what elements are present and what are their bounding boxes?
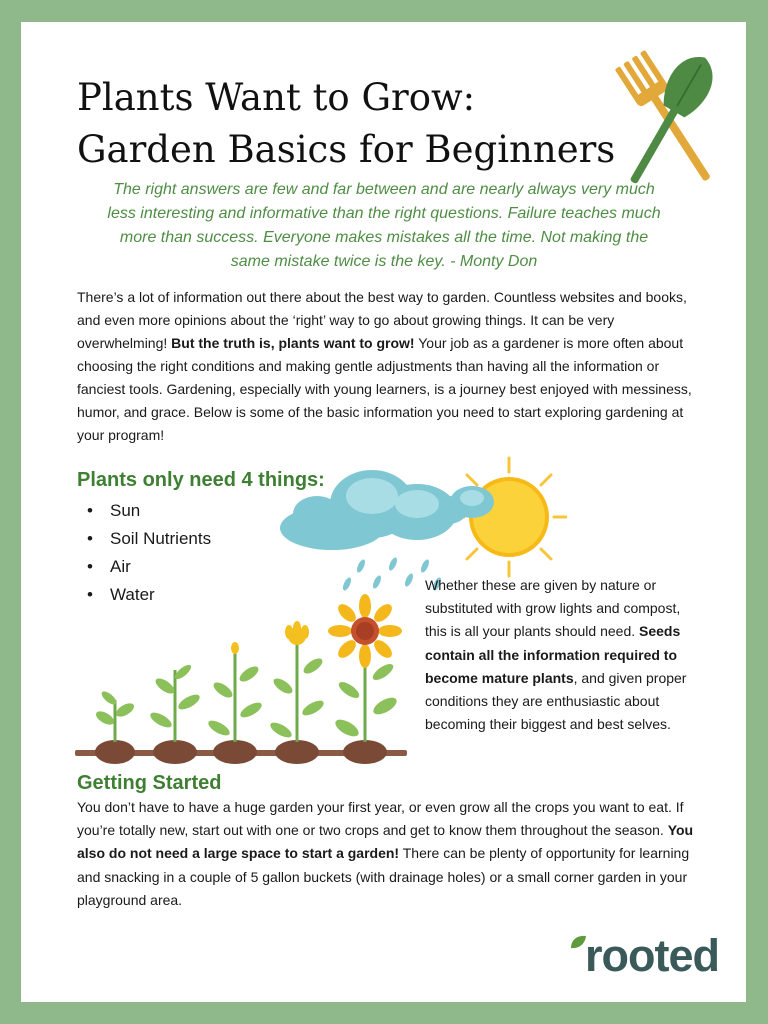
start-text-2: There can be plenty of opportunity for learning and snacking in a couple of 5 gallon buckets (with drainage holes) or a small corner garden in your playground area. [77,845,690,908]
quote: The right answers are few and far between and are nearly always very much less interesting and informative than the right questions. Failure teaches much more than success. Everyone makes mistakes all the time. Not making the same mistake twice is the key. - Monty Don [107,181,661,270]
list-item: • Soil Nutrients [87,525,211,553]
intro-bold-text: But the truth is, plants want to grow! [171,335,415,351]
list-item: • Sun [87,497,211,525]
page-title [77,72,615,176]
title-line-2: Garden Basics for Beginners [77,128,616,171]
list-item: • Water [87,581,211,609]
intro-paragraph [77,286,697,447]
list-item: • Air [87,553,211,581]
page [21,22,746,1002]
title-line-1: Plants Want to Grow: [77,76,476,119]
getting-started-heading: Getting Started [77,772,222,794]
sprouting-plants-illustration [75,590,407,766]
cloud-sun-rain-illustration [277,454,567,594]
getting-started-paragraph [77,796,707,912]
logo-text: rooted [585,930,719,981]
intro-text-1: There’s a lot of information out there about the best way to garden. Countless websites and books, and even more opinions about the ‘right’ way to go about growing things. It can be very overwhelming! [77,289,687,351]
garden-tools-illustration [613,46,725,194]
start-bold-text: You also do not need a large space to start a garden! [77,822,694,862]
side-text-1: Whether these are given by nature or substituted with grow lights and compost, this is all your plants should need. [425,577,681,640]
side-text-2: , and given proper conditions they are enthusiastic about becoming their biggest and best selves. [425,669,687,733]
start-text-1: You don’t have to have a huge garden your first year, or even grow all the crops you want to eat. If you’re totally new, start out with one or two crops and get to know them throughout the season. [77,799,684,839]
needs-heading: Plants only need 4 things: [77,469,325,491]
side-bold-text: Seeds contain all the information required to become mature plants [425,623,681,686]
rooted-logo [569,932,739,988]
intro-text-2: Your job as a gardener is more often about choosing the right conditions and making gentle adjustments than having all the information or fanciest tools. Gardening, especially with young learners, is a journey best enjoyed with messiness, humor, and grace. Below is some of the basic information you need to start exploring gardening at your program! [77,335,692,443]
needs-explanation [425,574,705,736]
